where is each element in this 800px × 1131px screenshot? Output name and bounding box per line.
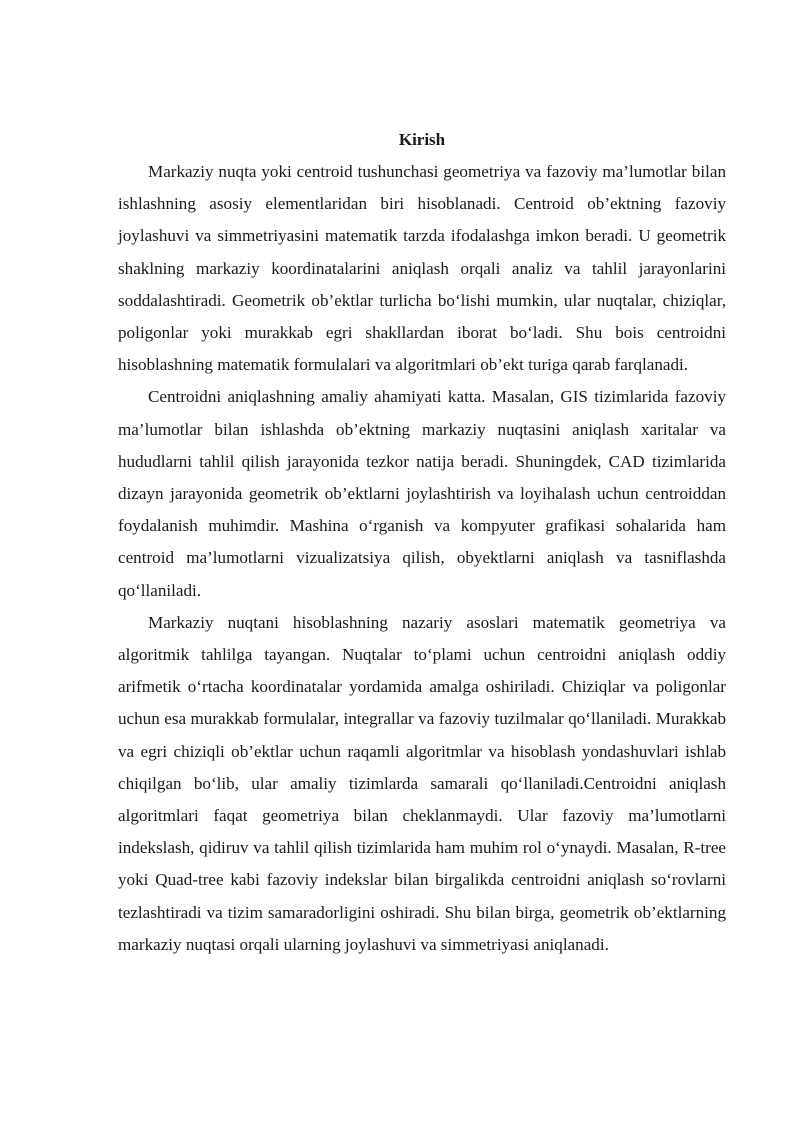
section-heading: Kirish (398, 130, 446, 149)
document-page (118, 126, 726, 961)
paragraph-3: Markaziy nuqtani hisoblashning nazariy asoslari matematik geometriya va algoritmik tahlilga tayangan. Nuqtalar to‘plami uchun centroidni aniqlash oddiy arifmetik o‘rtacha koordinatalar yordamida amalga oshiriladi. Chiziqlar va poligonlar uchun esa murakkab formulalar, integrallar va fazoviy tuzilmalar qo‘llaniladi. Murakkab va egri chiziqli ob’ektlar uchun raqamli algoritmlar va hisoblash yondashuvlari ishlab chiqilgan bo‘lib, ular amaliy tizimlarda samarali qo‘llaniladi.Centroidni aniqlash algoritmlari faqat geometriya bilan cheklanmaydi. Ular fazoviy ma’lumotlarni indekslash, qidiruv va tahlil qilish tizimlarida ham muhim rol o‘ynaydi. Masalan, R-tree yoki Quad-tree kabi fazoviy indekslar bilan birgalikda centroidni aniqlash so‘rovlarni tezlashtiradi va tizim samaradorligini oshiradi. Shu bilan birga, geometrik ob’ektlarning markaziy nuqtasi orqali ularning joylashuvi va simmetriyasi aniqlanadi. (118, 612, 726, 954)
paragraph-1: Markaziy nuqta yoki centroid tushunchasi geometriya va fazoviy ma’lumotlar bilan ishlashning asosiy elementlaridan biri hisoblanadi. Centroid ob’ektning fazoviy joylashuvi va simmetriyasini matematik tarzda ifodalashga imkon beradi. U geometrik shaklning markaziy koordinatalarini aniqlash orqali analiz va tahlil jarayonlarini soddalashtiradi. Geometrik ob’ektlar turlicha bo‘lishi mumkin, ular nuqtalar, chiziqlar, poligonlar yoki murakkab egri shakllardan iborat bo‘ladi. Shu bois centroidni hisoblashning matematik formulalari va algoritmlari ob’ekt turiga qarab farqlanadi. (118, 162, 726, 375)
paragraph-2: Centroidni aniqlashning amaliy ahamiyati katta. Masalan, GIS tizimlarida fazoviy ma’lumotlar bilan ishlashda ob’ektning markaziy nuqtasini aniqlash xaritalar va hududlarni tahlil qilish jarayonida tezkor natija beradi. Shuningdek, CAD tizimlarida dizayn jarayonida geometrik ob’ektlarni joylashtirish va loyihalash uchun centroiddan foydalanish muhimdir. Mashina o‘rganish va kompyuter grafikasi sohalarida ham centroid ma’lumotlarni vizualizatsiya qilish, obyektlarni aniqlash va tasniflashda qo‘llaniladi. (118, 387, 726, 600)
